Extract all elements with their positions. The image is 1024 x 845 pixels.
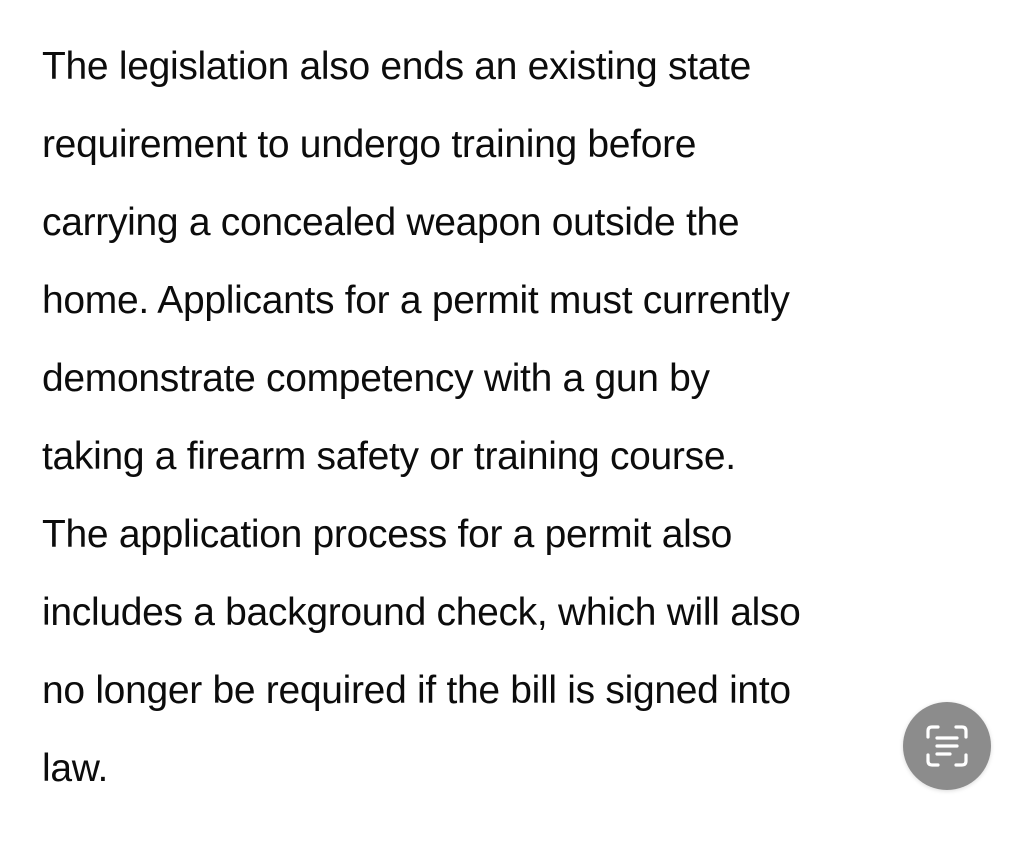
paragraph-line: no longer be required if the bill is signed into bbox=[42, 669, 791, 712]
scan-text-button[interactable] bbox=[903, 702, 991, 790]
paragraph-line: includes a background check, which will also bbox=[42, 591, 801, 634]
paragraph-line: requirement to undergo training before bbox=[42, 123, 697, 166]
paragraph-line: law. bbox=[42, 747, 109, 790]
paragraph-line: demonstrate competency with a gun by bbox=[42, 357, 710, 400]
scan-text-icon bbox=[922, 721, 972, 771]
paragraph-line: The application process for a permit also bbox=[42, 513, 733, 556]
article-paragraph bbox=[42, 28, 1002, 808]
paragraph-line: The legislation also ends an existing state bbox=[42, 45, 752, 88]
paragraph-line: taking a firearm safety or training course. bbox=[42, 435, 736, 478]
paragraph-line: carrying a concealed weapon outside the bbox=[42, 201, 740, 244]
paragraph-line: home. Applicants for a permit must currently bbox=[42, 279, 790, 322]
